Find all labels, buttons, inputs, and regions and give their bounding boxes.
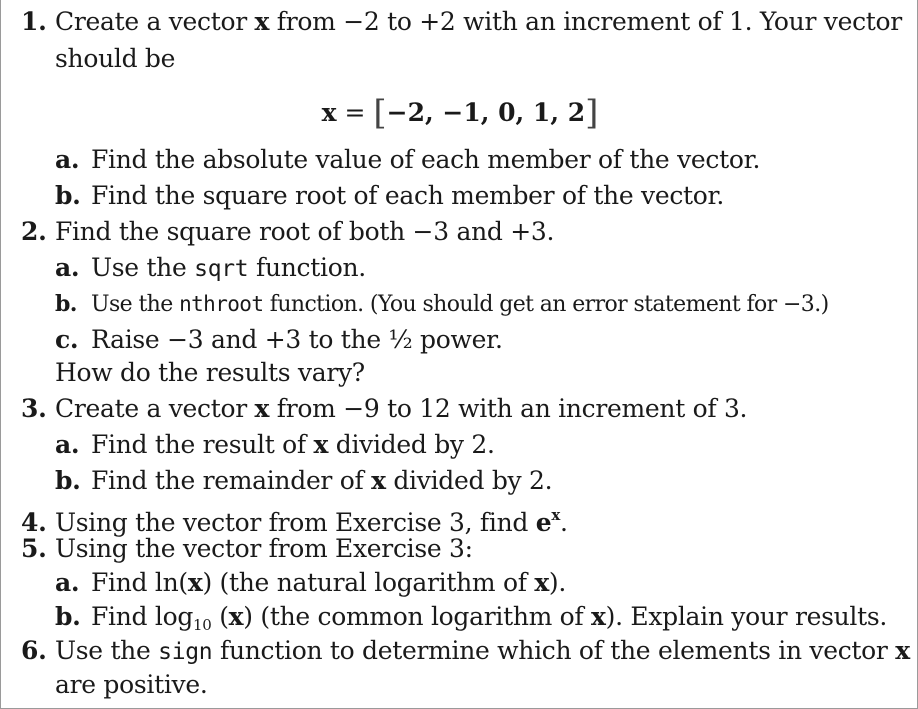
vector-equation: x = [−2, −1, 0, 1, 2] (321, 93, 599, 133)
exercise-5a: a. Find ln(x) (the natural logarithm of x). (55, 568, 567, 597)
exercise-1-continuation: should be (55, 44, 176, 73)
exercise-6-continuation: are positive. (55, 670, 208, 699)
exercise-3: 3. Create a vector x from −9 to 12 with an increment of 3. (21, 394, 748, 423)
exercise-1b: b. Find the square root of each member of the vector. (55, 181, 725, 210)
exercise-3b: b. Find the remainder of x divided by 2. (55, 466, 553, 495)
exercise-5: 5. Using the vector from Exercise 3: (21, 534, 473, 563)
exercise-2c: c. Raise −3 and +3 to the ½ power. (55, 325, 503, 354)
exercise-number: 1. (21, 7, 47, 36)
cropped-next-line (1, 700, 918, 709)
vector-values: −2, −1, 0, 1, 2 (386, 98, 586, 127)
left-bracket: [ (373, 93, 387, 133)
exercise-1a: a. Find the absolute value of each member of the vector. (55, 145, 761, 174)
code-nthroot: nthroot (179, 292, 264, 316)
code-sqrt: sqrt (194, 256, 249, 282)
exercise-4: 4. Using the vector from Exercise 3, find $e^x$. (21, 506, 568, 537)
exercise-6: 6. Use the sign function to determine which of the elements in vector x (21, 636, 910, 665)
exercise-2a: a. Use the sqrt function. (55, 253, 366, 282)
exercise-2: 2. Find the square root of both −3 and +3. (21, 217, 555, 246)
exercise-2-note: How do the results vary? (55, 358, 365, 387)
exercise-1: 1. Create a vector x from −2 to +2 with an increment of 1. Your vector (21, 7, 902, 36)
code-sign: sign (158, 639, 213, 665)
vector-variable: x (254, 7, 270, 36)
exercise-5b: b. Find $\log_{10} (x)$ (the common logarithm of x). Explain your results. (55, 602, 888, 634)
right-bracket: ] (585, 93, 599, 133)
exercise-2b: b. Use the nthroot function. (You should get an error statement for −3.) (55, 291, 829, 317)
exercise-3a: a. Find the result of x divided by 2. (55, 430, 495, 459)
